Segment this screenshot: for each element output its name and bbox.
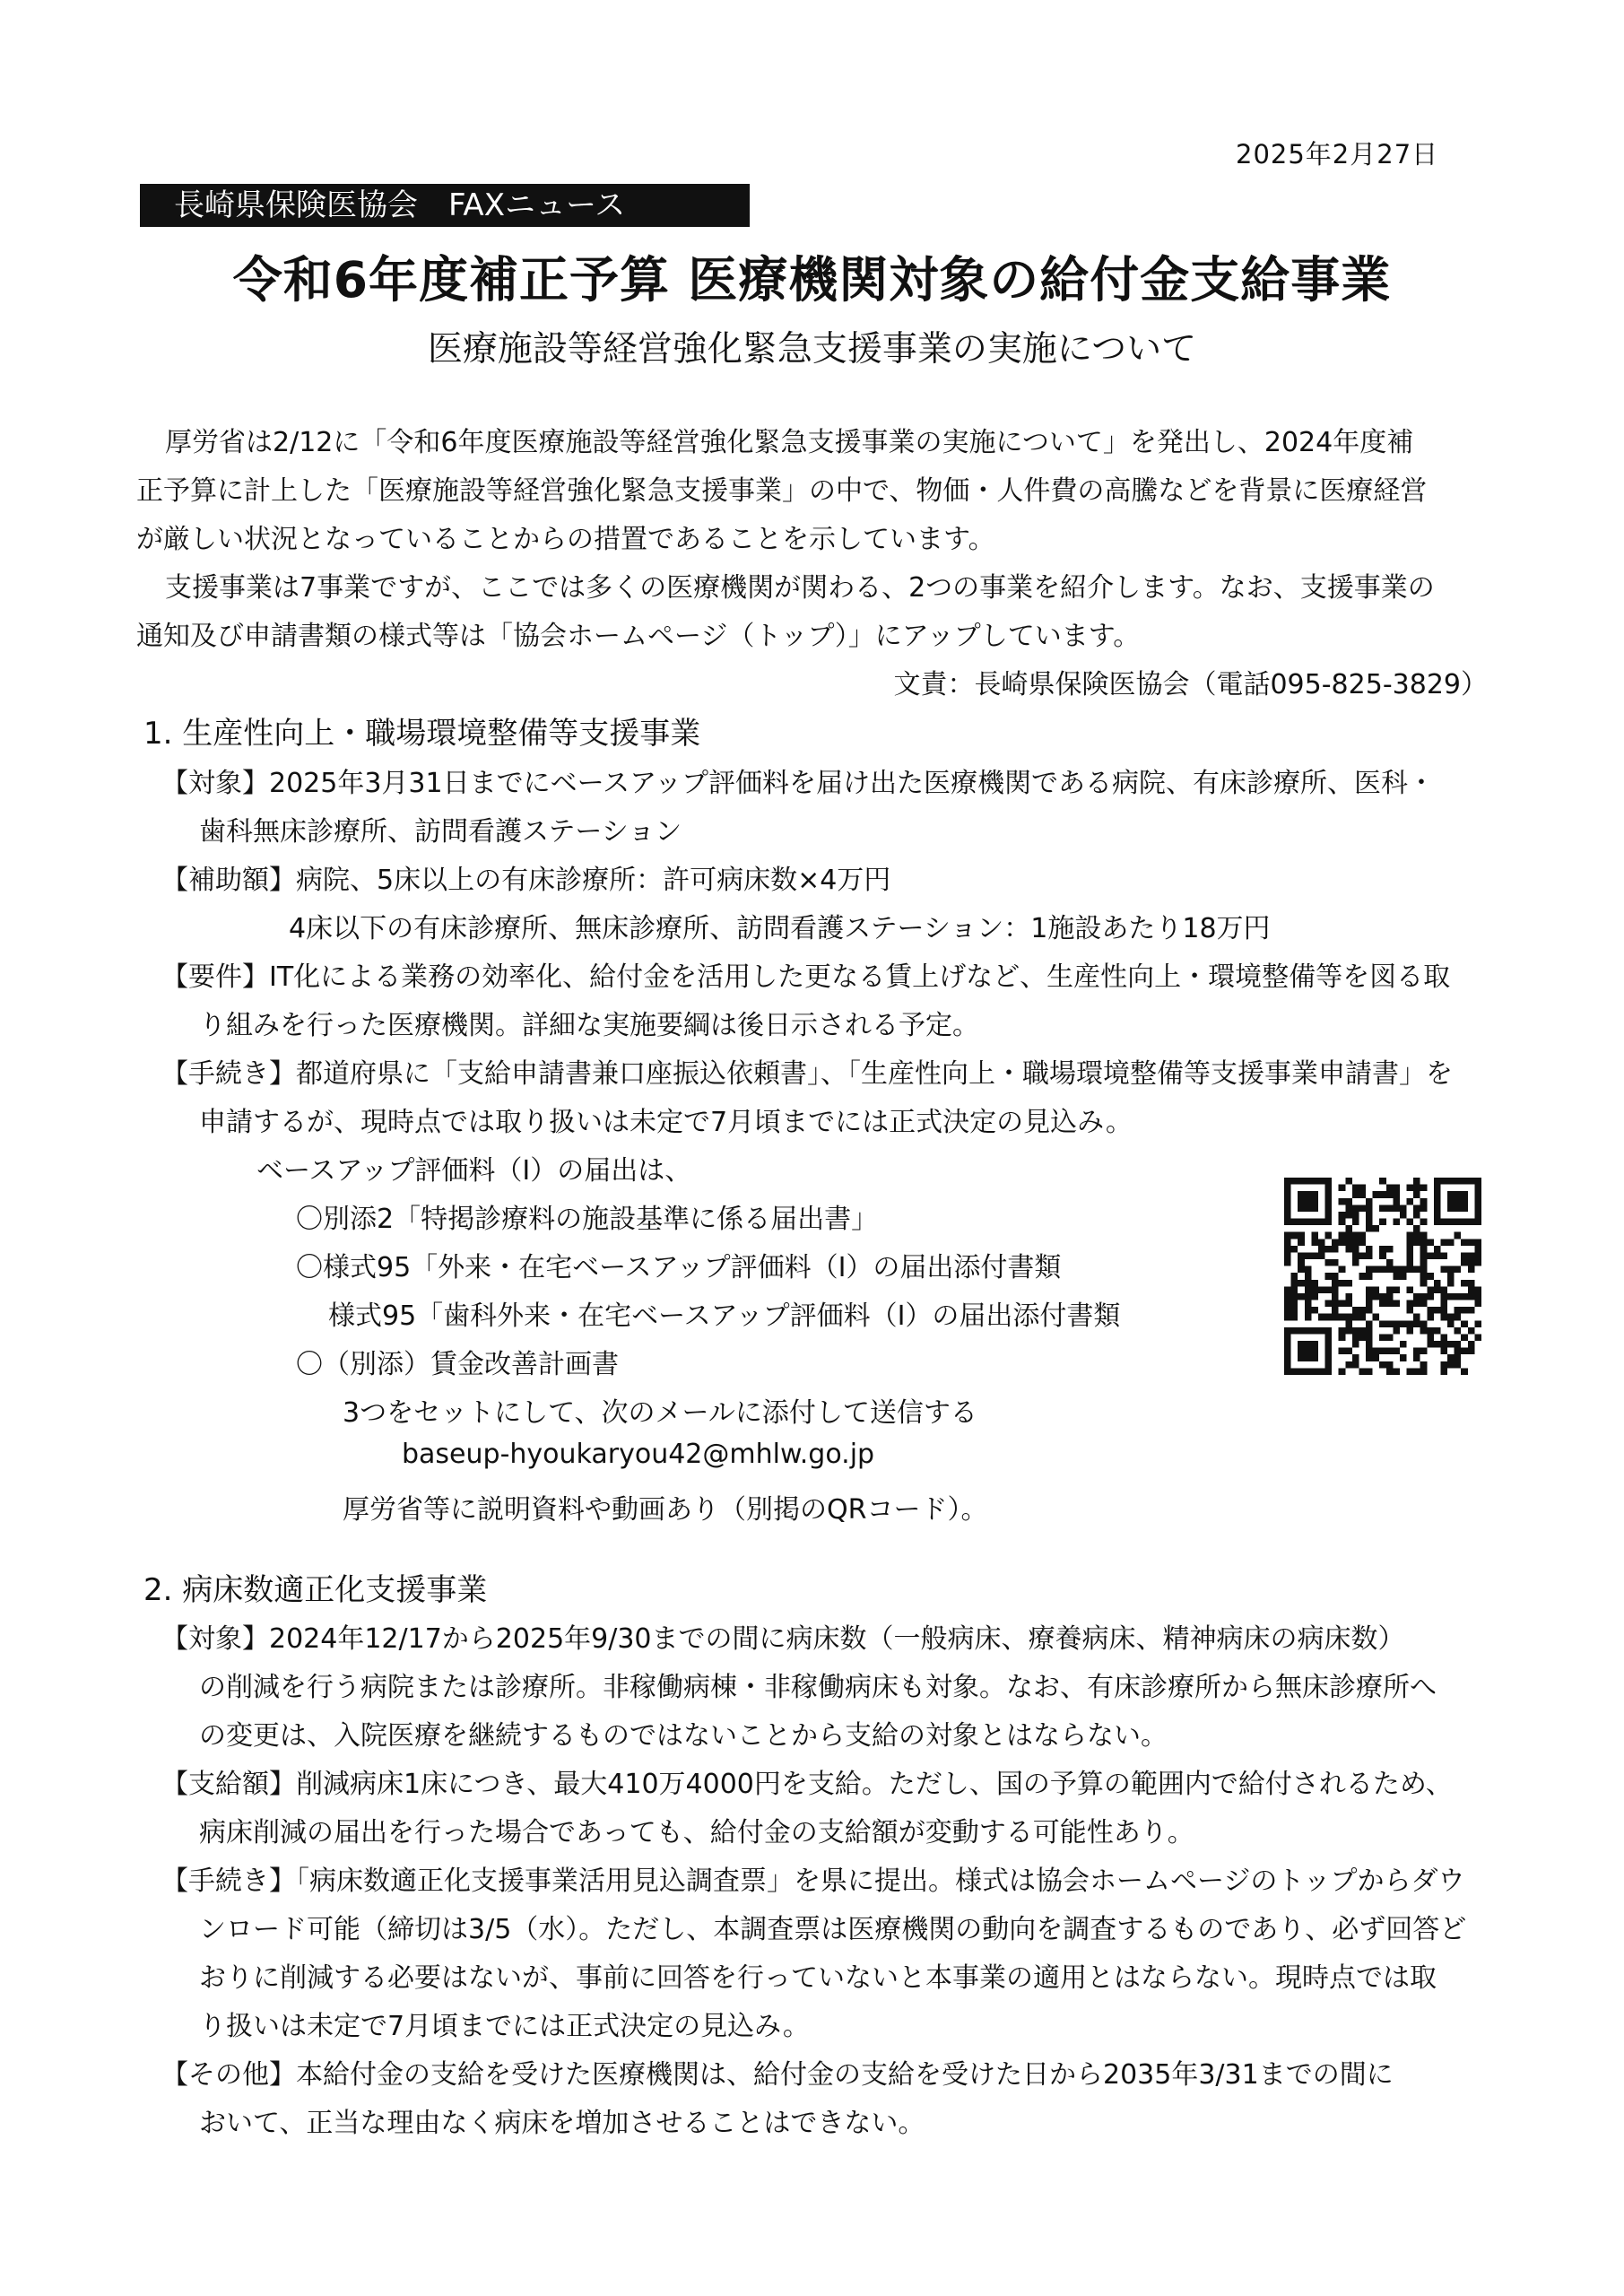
section-line: ンロード可能（締切は3/5（水）。ただし、本調査票は医療機関の動向を調査するものであり、必ず回答ど bbox=[199, 1914, 1467, 1945]
section-line: 【手続き】都道府県に「支給申請書兼口座振込依頼書」、「生産性向上・職場環境整備等支援事業申請書」を bbox=[161, 1058, 1453, 1090]
section-heading: 1. 生産性向上・職場環境整備等支援事業 bbox=[143, 716, 701, 752]
section-line: 〇様式95「外来・在宅ベースアップ評価料（Ⅰ）の届出添付書類 bbox=[296, 1252, 1062, 1283]
intro-line: 支援事業は7事業ですが、ここでは多くの医療機関が関わる、2つの事業を紹介します。なお、支援事業の bbox=[165, 572, 1435, 604]
section-line: 様式95「歯科外来・在宅ベースアップ評価料（Ⅰ）の届出添付書類 bbox=[328, 1300, 1121, 1332]
intro-line: が厳しい状況となっていることからの措置であることを示しています。 bbox=[136, 524, 995, 555]
section-line: 〇（別添）賃金改善計画書 bbox=[296, 1349, 619, 1380]
page-title: 令和6年度補正予算 医療機関対象の給付金支給事業 bbox=[232, 251, 1392, 309]
intro-line: 通知及び申請書類の様式等は「協会ホームページ（トップ）」にアップしています。 bbox=[136, 621, 1141, 652]
section-line: 申請するが、現時点では取り扱いは未定で7月頃までには正式決定の見込み。 bbox=[199, 1107, 1133, 1138]
section-line: 歯科無床診療所、訪問看護ステーション bbox=[199, 816, 682, 848]
section-line: の削減を行う病院または診療所。非稼働病棟・非稼働病床も対象。なお、有床診療所から無床診療所へ bbox=[199, 1672, 1437, 1703]
section-line: おりに削減する必要はないが、事前に回答を行っていないと本事業の適用とはならない。現時点では取 bbox=[199, 1962, 1437, 1994]
author-credit: 文責：長崎県保険医協会（電話095-825-3829） bbox=[893, 669, 1488, 700]
section-line: 3つをセットにして、次のメールに添付して送信する bbox=[343, 1397, 977, 1429]
section-line: 【補助額】病院、5床以上の有床診療所：許可病床数×4万円 bbox=[161, 865, 891, 896]
section-line: 【支給額】削減病床1床につき、最大410万4000円を支給。ただし、国の予算の範囲内で給付されるため、 bbox=[161, 1769, 1453, 1800]
section-line: 【手続き】「病床数適正化支援事業活用見込調査票」を県に提出。様式は協会ホームページのトップからダウ bbox=[161, 1866, 1465, 1897]
document-date: 2025年2月27日 bbox=[1236, 139, 1439, 170]
section-line: 4床以下の有床診療所、無床診療所、訪問看護ステーション：1施設あたり18万円 bbox=[289, 913, 1271, 944]
section-line: ベースアップ評価料（Ⅰ）の届出は、 bbox=[256, 1155, 692, 1187]
intro-line: 厚労省は2/12に「令和6年度医療施設等経営強化緊急支援事業の実施について」を発出し、2024年度補 bbox=[165, 427, 1414, 458]
section-line: 病床削減の届出を行った場合であっても、給付金の支給額が変動する可能性あり。 bbox=[199, 1817, 1194, 1848]
qr-code-icon[interactable] bbox=[1284, 1177, 1481, 1376]
section-line: おいて、正当な理由なく病床を増加させることはできない。 bbox=[199, 2108, 925, 2139]
section-line: 【要件】IT化による業務の効率化、給付金を活用した更なる賃上げなど、生産性向上・環境整備等を図る取 bbox=[161, 961, 1451, 993]
section-line: 【対象】2025年3月31日までにベースアップ評価料を届け出た医療機関である病院、有床診療所、医科・ bbox=[161, 768, 1436, 799]
section-line: の変更は、入院医療を継続するものではないことから支給の対象とはならない。 bbox=[199, 1720, 1168, 1752]
newsletter-tag: 長崎県保険医協会 FAXニュース bbox=[140, 184, 750, 227]
section-line: 厚労省等に説明資料や動画あり（別掲のQRコード）。 bbox=[343, 1494, 988, 1526]
section-line: 【その他】本給付金の支給を受けた医療機関は、給付金の支給を受けた日から2035年3/31までの間に bbox=[161, 2059, 1394, 2091]
email-address: baseup-hyoukaryou42@mhlw.go.jp bbox=[402, 1439, 875, 1470]
intro-line: 正予算に計上した「医療施設等経営強化緊急支援事業」の中で、物価・人件費の高騰などを背景に医療経営 bbox=[136, 475, 1428, 507]
section-line: 〇別添2「特掲診療料の施設基準に係る届出書」 bbox=[296, 1204, 879, 1235]
section-line: 【対象】2024年12/17から2025年9/30までの間に病床数（一般病床、療養病床、精神病床の病床数） bbox=[161, 1623, 1405, 1655]
page-subtitle: 医療施設等経営強化緊急支援事業の実施について bbox=[427, 329, 1197, 370]
section-line: り組みを行った医療機関。詳細な実施要綱は後日示される予定。 bbox=[199, 1010, 979, 1041]
section-line: り扱いは未定で7月頃までには正式決定の見込み。 bbox=[199, 2011, 810, 2042]
section-heading: 2. 病床数適正化支援事業 bbox=[143, 1572, 488, 1608]
